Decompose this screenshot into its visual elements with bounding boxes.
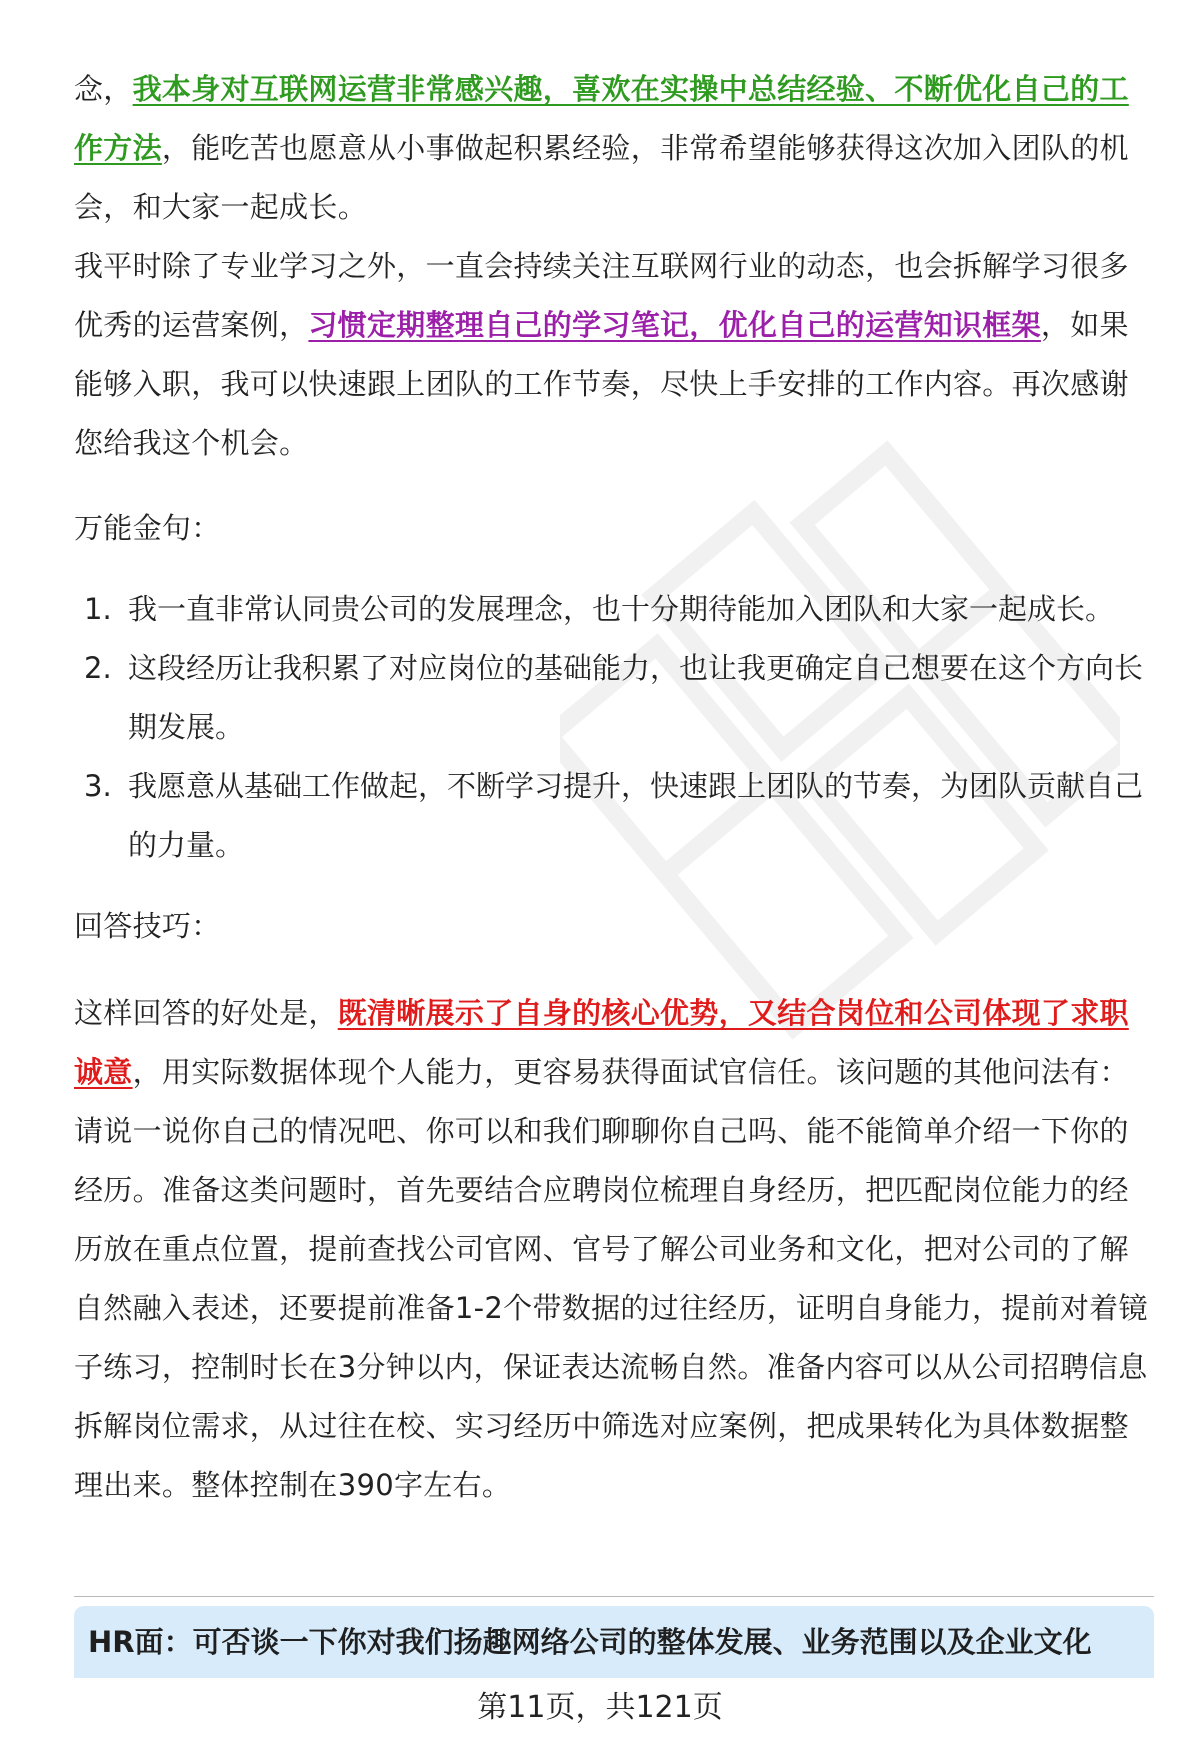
hr-question-box [74,1606,1154,1678]
paragraph-answer-tips: 这样回答的好处是，既清晰展示了自身的核心优势，又结合岗位和公司体现了求职诚意，用实际数据体现个人能力，更容易获得面试官信任。该问题的其他问法有：请说一说你自己的情况吧、你可以和我们聊聊你自己吗、能不能简单介绍一下你的经历。准备这类问题时，首先要结合应聘岗位梳理自身经历，把匹配岗位能力的经历放在重点位置，提前查找公司官网、官号了解公司业务和文化，把对公司的了解自然融入表述，还要提前准备1-2个带数据的过往经历，证明自身能力，提前对着镜子练习，控制时长在3分钟以内，保证表达流畅自然。准备内容可以从公司招聘信息拆解岗位需求，从过往在校、实习经历中筛选对应案例，把成果转化为具体数据整理出来。整体控制在390字左右。 [74,996,1148,1502]
section-heading-answer-tips: 回答技巧： [74,909,221,943]
list-item: 1. 我一直非常认同贵公司的发展理念，也十分期待能加入团队和大家一起成长。 [84,592,1115,626]
page-number: 第11页，共121页 [477,1690,723,1725]
divider [74,1596,1154,1597]
list-item: 3. 我愿意从基础工作做起，不断学习提升，快速跟上团队的节奏，为团队贡献自己的力量。 [84,769,1144,862]
paragraph-intro-end: 念，我本身对互联网运营非常感兴趣，喜欢在实操中总结经验、不断优化自己的工作方法，能吃苦也愿意从小事做起积累经验，非常希望能够获得这次加入团队的机会，和大家一起成长。 [74,72,1129,224]
paragraph-study-habits: 我平时除了专业学习之外，一直会持续关注互联网行业的动态，也会拆解学习很多优秀的运营案例，习惯定期整理自己的学习笔记，优化自己的运营知识框架，如果能够入职，我可以快速跟上团队的工作节奏，尽快上手安排的工作内容。再次感谢您给我这个机会。 [74,249,1129,460]
highlight-purple: 习惯定期整理自己的学习笔记，优化自己的运营知识框架 [308,308,1041,342]
golden-sentences-list [74,580,1148,875]
highlight-green: 我本身对互联网运营非常感兴趣，喜欢在实操中总结经验、不断优化自己的工作方法 [74,72,1129,165]
main-content [74,60,1148,1515]
list-item: 2. 这段经历让我积累了对应岗位的基础能力，也让我更确定自己想要在这个方向长期发展。 [84,651,1144,744]
hr-question-text: HR面：可否谈一下你对我们扬趣网络公司的整体发展、业务范围以及企业文化 [88,1625,1092,1659]
section-heading-golden-sentences: 万能金句： [74,511,221,545]
highlight-red: 既清晰展示了自身的核心优势，又结合岗位和公司体现了求职诚意 [74,996,1129,1089]
